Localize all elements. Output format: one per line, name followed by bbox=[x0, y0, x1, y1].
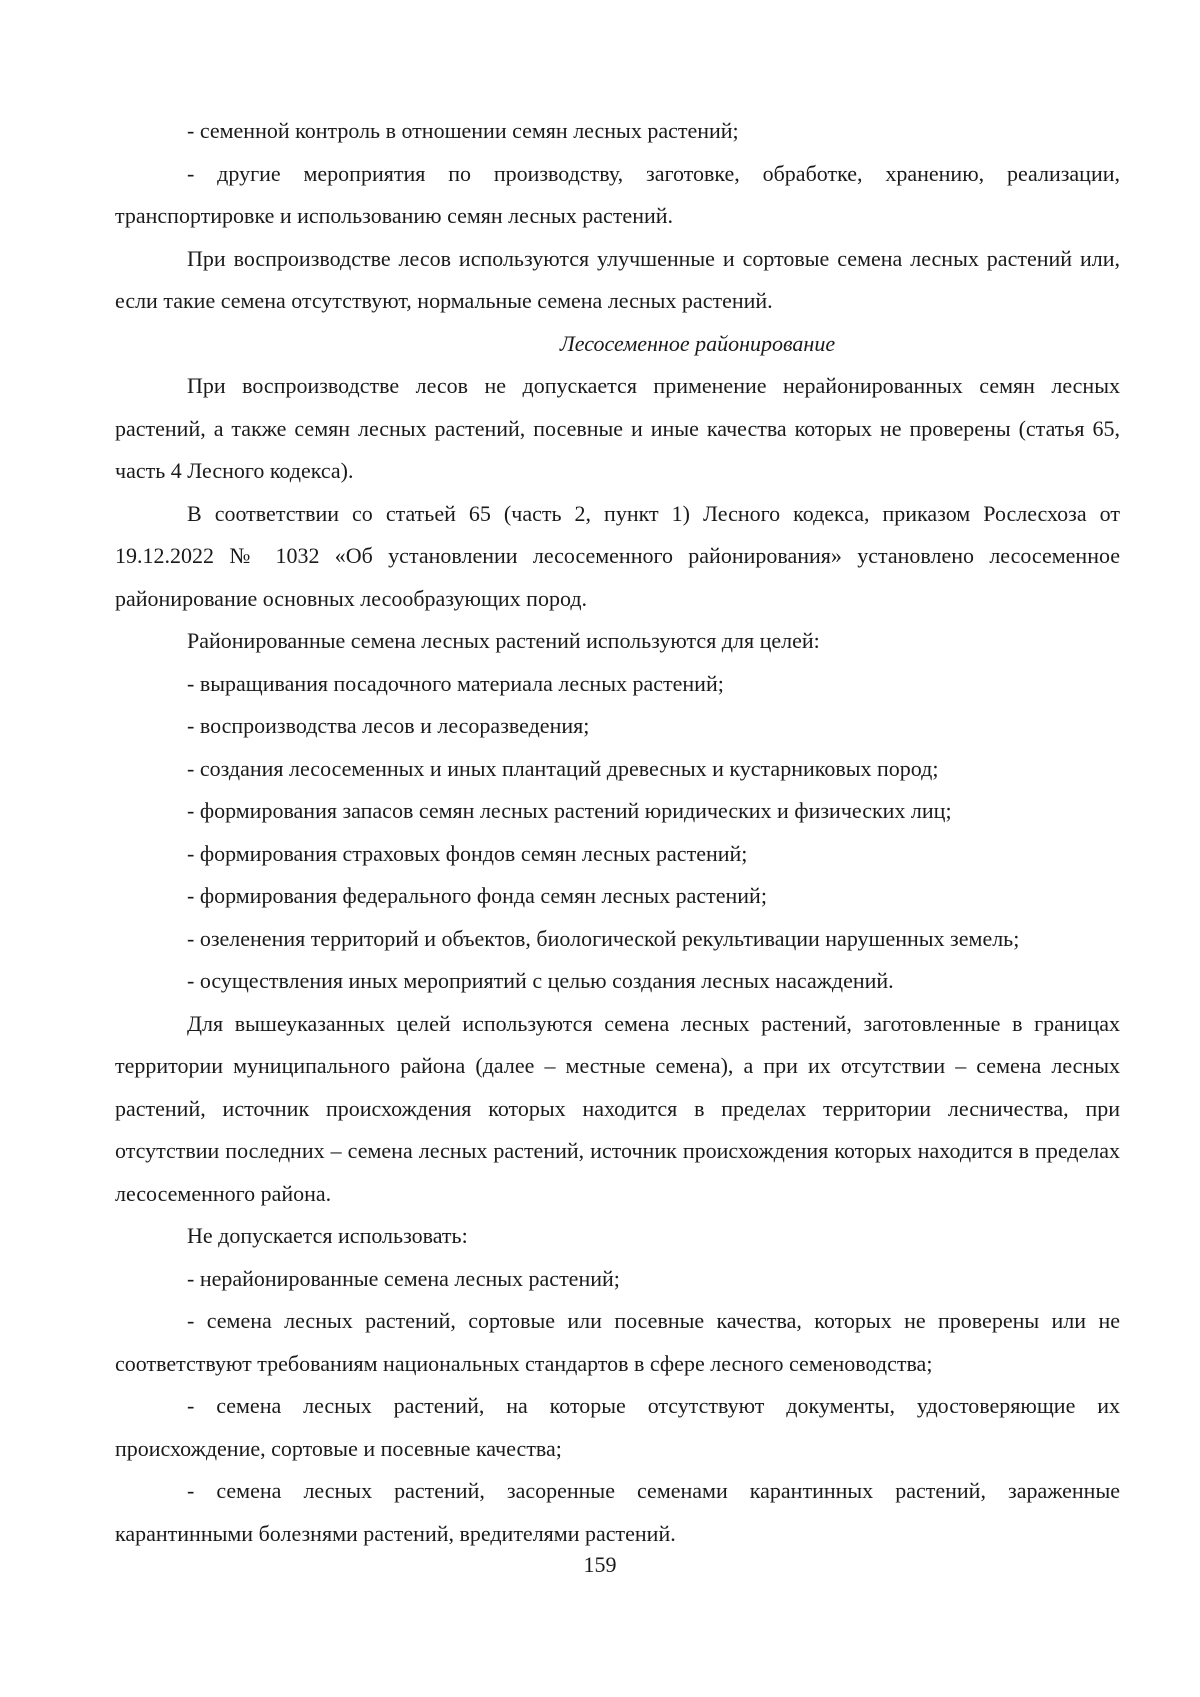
list-item: - выращивания посадочного материала лесных растений; bbox=[187, 670, 724, 696]
list-item: - формирования федерального фонда семян лесных растений; bbox=[187, 883, 767, 908]
list-item: - нерайонированные семена лесных растений; bbox=[187, 1265, 620, 1291]
body-text bbox=[115, 110, 1120, 1555]
paragraph: Не допускается использовать: bbox=[187, 1223, 468, 1248]
section-heading: Лесосеменное районирование bbox=[559, 330, 836, 356]
paragraph: Районированные семена лесных растений используются для целей: bbox=[187, 628, 820, 653]
list-item: - формирования запасов семян лесных растений юридических и физических лиц; bbox=[187, 798, 952, 823]
list-item: - семена лесных растений, сортовые или посевные качества, которых не проверены или не соответствуют требованиям национальных стандартов в сфере лесного семеноводства; bbox=[115, 1308, 1120, 1376]
list-item: - осуществления иных мероприятий с целью создания лесных насаждений. bbox=[187, 968, 894, 993]
list-item: - семена лесных растений, засоренные семенами карантинных растений, зараженные карантинными болезнями растений, вредителями растений. bbox=[115, 1478, 1120, 1546]
list-item: - озеленения территорий и объектов, биологической рекультивации нарушенных земель; bbox=[187, 925, 1020, 951]
paragraph: Для вышеуказанных целей используются семена лесных растений, заготовленные в границах территории муниципального района (далее – местные семена), а при их отсутствии – семена лесных растений, источник происхождения которых находится в пределах территории лесничества, при отсутствии последних – семена лесных растений, источник происхождения которых находится в пределах лесосеменного района. bbox=[115, 1010, 1120, 1206]
paragraph: - семенной контроль в отношении семян лесных растений; bbox=[187, 118, 739, 143]
paragraph: - другие мероприятия по производству, заготовке, обработке, хранению, реализации, транспортировке и использованию семян лесных растений. bbox=[115, 160, 1120, 228]
paragraph: При воспроизводстве лесов используются улучшенные и сортовые семена лесных растений или, если такие семена отсутствуют, нормальные семена лесных растений. bbox=[115, 245, 1120, 313]
paragraph: В соответствии со статьей 65 (часть 2, пункт 1) Лесного кодекса, приказом Рослесхоза от 19.12.2022 № 1032 «Об установлении лесосеменного районирования» установлено лесосеменное районирование основных лесообразующих пород. bbox=[115, 500, 1120, 611]
list-item: - семена лесных растений, на которые отсутствуют документы, удостоверяющие их происхождение, сортовые и посевные качества; bbox=[115, 1393, 1120, 1461]
list-item: - воспроизводства лесов и лесоразведения; bbox=[187, 713, 590, 738]
list-item: - формирования страховых фондов семян лесных растений; bbox=[187, 840, 748, 866]
page-number: 159 bbox=[583, 1552, 617, 1577]
list-item: - создания лесосеменных и иных плантаций древесных и кустарниковых пород; bbox=[187, 755, 939, 781]
paragraph: При воспроизводстве лесов не допускается применение нерайонированных семян лесных растений, а также семян лесных растений, посевные и иные качества которых не проверены (статья 65, часть 4 Лесного кодекса). bbox=[115, 373, 1120, 483]
